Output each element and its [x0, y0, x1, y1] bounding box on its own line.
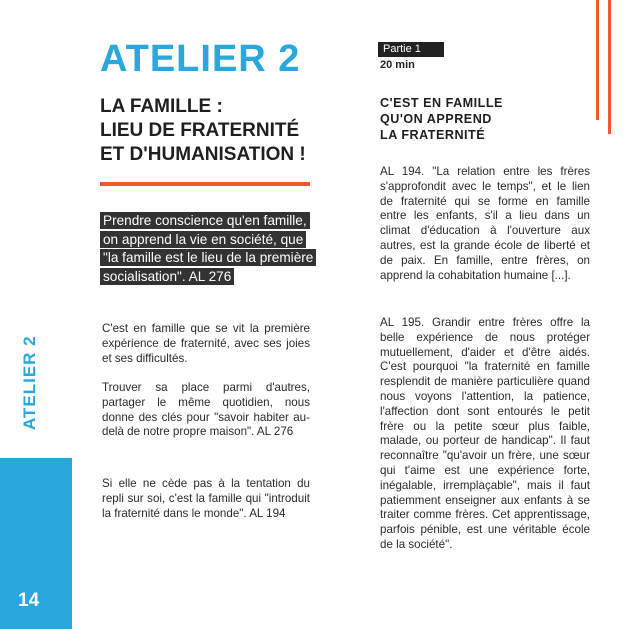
page-number: 14: [18, 590, 40, 611]
side-chapter-label: ATELIER 2: [20, 335, 39, 430]
left-paragraph-2: Trouver sa place parmi d'autres, partager le même quotidien, nous donne des clés pour "savoir habiter au-delà de notre propre maison". AL 276: [102, 381, 310, 439]
highlight-quote: [100, 212, 315, 286]
highlight-text: Prendre conscience qu'en famille, on apprend la vie en société, que "la famille est le lieu de la première socialisation". AL 276: [100, 212, 316, 285]
page-subtitle: [100, 95, 330, 167]
decorative-stripe-left: [596, 0, 599, 120]
subtitle-line: LA FAMILLE :: [100, 96, 223, 117]
left-paragraph-3: Si elle ne cède pas à la tentation du repli sur soi, c'est la famille qui "introduit la fraternité dans le monde". AL 194: [102, 477, 310, 520]
section-title-line: QU'ON APPREND: [380, 112, 492, 126]
section-title: [380, 95, 503, 143]
section-title-line: LA FRATERNITÉ: [380, 128, 486, 142]
left-paragraph-1: C'est en famille que se vit la première expérience de fraternité, avec ses joies et ses difficultés.: [102, 322, 310, 365]
part-badge: Partie 1: [378, 42, 444, 57]
section-title-line: C'EST EN FAMILLE: [380, 96, 503, 110]
page-title: ATELIER 2: [100, 38, 301, 80]
right-paragraph-2: AL 195. Grandir entre frères offre la belle expérience de nous protéger mutuellement, d'aider et d'être aidés. C'est pourquoi "la fraternité en famille resplendit de manière particulière quand nous voyons l'attention, la patience, l'affection dont sont entourés le petit frère ou la petite sœur plus faible, malade, ou porteur de handicap". Il faut reconnaître "qu'avoir un frère, une sœur qui t'aime est une expérience forte, inégalable, irremplaçable", mais il faut patiemment enseigner aux enfants à se traiter comme frères. Cet apprentissage, parfois pénible, est une véritable école de la société".: [380, 316, 590, 551]
orange-divider: [100, 182, 310, 186]
subtitle-line: LIEU DE FRATERNITÉ: [100, 120, 300, 141]
right-paragraph-1: AL 194. "La relation entre les frères s'approfondit avec le temps", et le lien de fraternité qui se forme en famille entre les enfants, s'il a lieu dans un climat d'éducation à l'ouverture aux autres, est la grande école de liberté et de paix. En famille, entre frères, on apprend la cohabitation humaine [...].: [380, 165, 590, 282]
decorative-stripe-right: [608, 0, 611, 134]
subtitle-line: ET D'HUMANISATION !: [100, 144, 306, 165]
part-duration: 20 min: [380, 59, 415, 71]
